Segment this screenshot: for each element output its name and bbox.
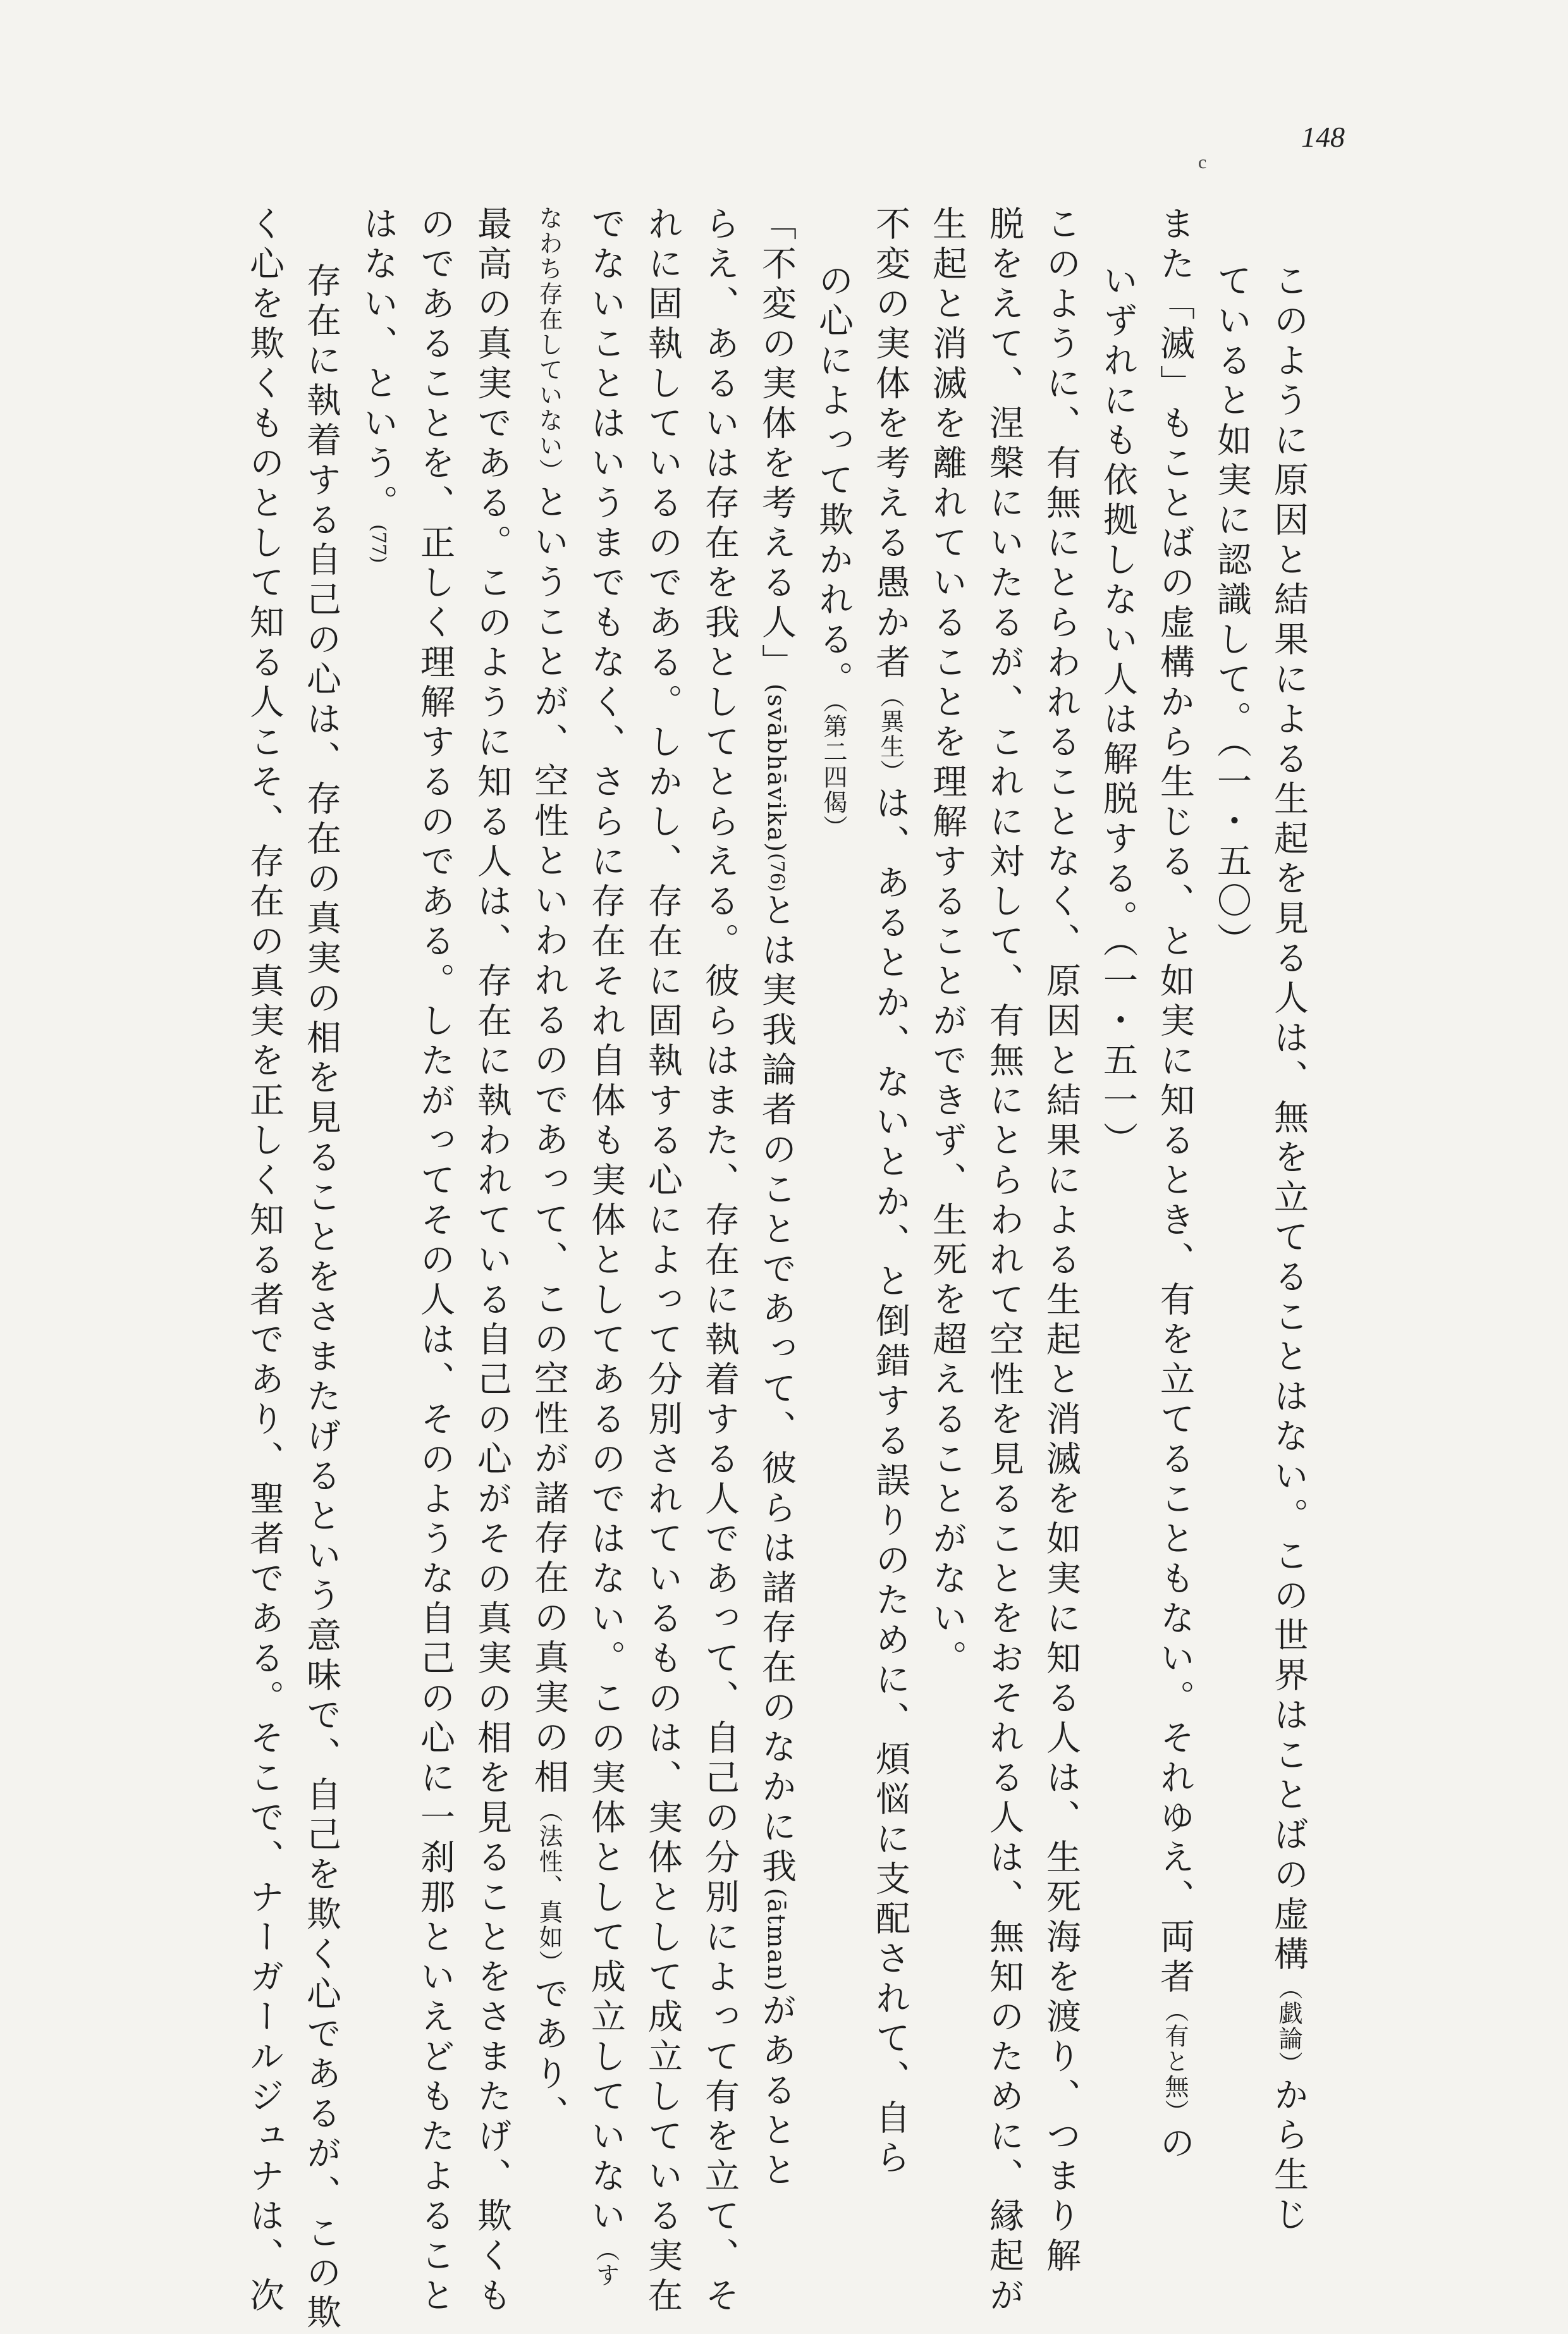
text-column	[1258, 262, 1319, 2236]
text-segment: いずれにも依拠しない人は解脱する。（一・五一）	[1098, 262, 1138, 1162]
text-segment: れに固執しているのである。しかし、存在に固執する心によって分別されているものは、実体として成立している実在	[642, 206, 683, 2317]
text-segment: ということが、空性といわれるのであって、この空性が諸存在の真実の相	[529, 484, 569, 1798]
text-segment: （異生）	[876, 684, 904, 785]
text-column	[1144, 206, 1205, 2165]
corner-mark: c	[1198, 152, 1207, 173]
text-column	[803, 262, 864, 840]
text-column	[518, 206, 579, 2135]
text-segment: 「不変の実体を考える人」	[756, 206, 797, 684]
text-column	[575, 206, 636, 2288]
text-segment: は、あるとか、ないとか、と倒錯する誤りのために、煩悩に支配されて、自ら	[870, 785, 910, 2179]
text-segment: の心によって欺かれる。	[813, 262, 854, 701]
page-number: 148	[1301, 121, 1345, 153]
text-column	[1031, 206, 1091, 2277]
text-segment: （第二四偈）	[819, 701, 847, 840]
text-column	[462, 206, 522, 2317]
text-column	[917, 206, 977, 1680]
text-segment: ていると如実に認識して。（一・五〇）	[1211, 262, 1252, 962]
text-column	[860, 206, 921, 2179]
text-column	[1201, 262, 1262, 962]
text-segment: なわち存在していない）	[535, 206, 563, 484]
text-segment: このように原因と結果による生起を見る人は、無を立てることはない。この世界はことばの虚構	[1268, 262, 1309, 1975]
text-segment: （有と無）	[1161, 1998, 1189, 2125]
text-column	[348, 206, 408, 563]
text-column	[974, 206, 1034, 2317]
text-segment: はない、という。	[358, 206, 398, 524]
text-segment: 存在に執着する自己の心は、存在の真実の相を見ることをさまたげるという意味で、自己を欺く心であるが、この欺	[301, 262, 341, 2334]
text-segment: (svābhāvika)	[763, 684, 790, 854]
text-column	[746, 206, 807, 2191]
text-column	[689, 206, 750, 2317]
footnote-ref: (76)	[766, 853, 788, 892]
text-column	[632, 206, 693, 2317]
text-segment: 不変の実体を考える愚か者	[870, 206, 910, 684]
text-column	[291, 262, 352, 2334]
text-segment: また「滅」もことばの虚構から生じる、と如実に知るとき、有を立てることもない。それゆえ、両者	[1155, 206, 1195, 1998]
text-segment: 生起と消滅を離れていることを理解することができず、生死を超えることがない。	[927, 206, 967, 1680]
text-segment: く心を欺くものとして知る人こそ、存在の真実を正しく知る者であり、聖者である。そこで、ナーガールジュナは、次	[244, 206, 285, 2317]
text-segment: （す	[592, 2237, 620, 2288]
text-segment: 脱をえて、涅槃にいたるが、これに対して、有無にとらわれて空性を見ることをおそれる人は、無知のために、縁起が	[984, 206, 1024, 2317]
text-column	[1087, 262, 1148, 1162]
text-segment: であり、	[529, 1975, 569, 2135]
text-segment: のであることを、正しく理解するのである。したがってその人は、そのような自己の心に一刹那といえどもたよること	[415, 206, 455, 2317]
text-segment: から生じ	[1268, 2077, 1309, 2236]
text-segment: （法性、真如）	[535, 1798, 563, 1975]
text-column	[234, 206, 295, 2317]
text-segment: 最高の真実である。このように知る人は、存在に執われている自己の心がその真実の相を見ることをさまたげ、欺くも	[472, 206, 512, 2317]
text-segment: とは実我論者のことであって、彼らは諸存在のなかに我	[756, 892, 797, 1888]
text-segment: でないことはいうまでもなく、さらに存在それ自体も実体としてあるのではない。この実体として成立していない	[585, 206, 626, 2237]
text-column	[405, 206, 465, 2317]
text-segment: このように、有無にとらわれることなく、原因と結果による生起と消滅を如実に知る人は、生死海を渡り、つまり解	[1041, 206, 1081, 2277]
text-segment: らえ、あるいは存在を我としてとらえる。彼らはまた、存在に執着する人であって、自己の分別によって有を立て、そ	[699, 206, 740, 2317]
footnote-ref: (77)	[367, 524, 389, 563]
text-segment: （戯論）	[1275, 1975, 1302, 2077]
text-segment: の	[1155, 2125, 1195, 2165]
text-segment: があるとと	[756, 1992, 797, 2192]
text-segment: (ātman)	[763, 1888, 790, 1993]
